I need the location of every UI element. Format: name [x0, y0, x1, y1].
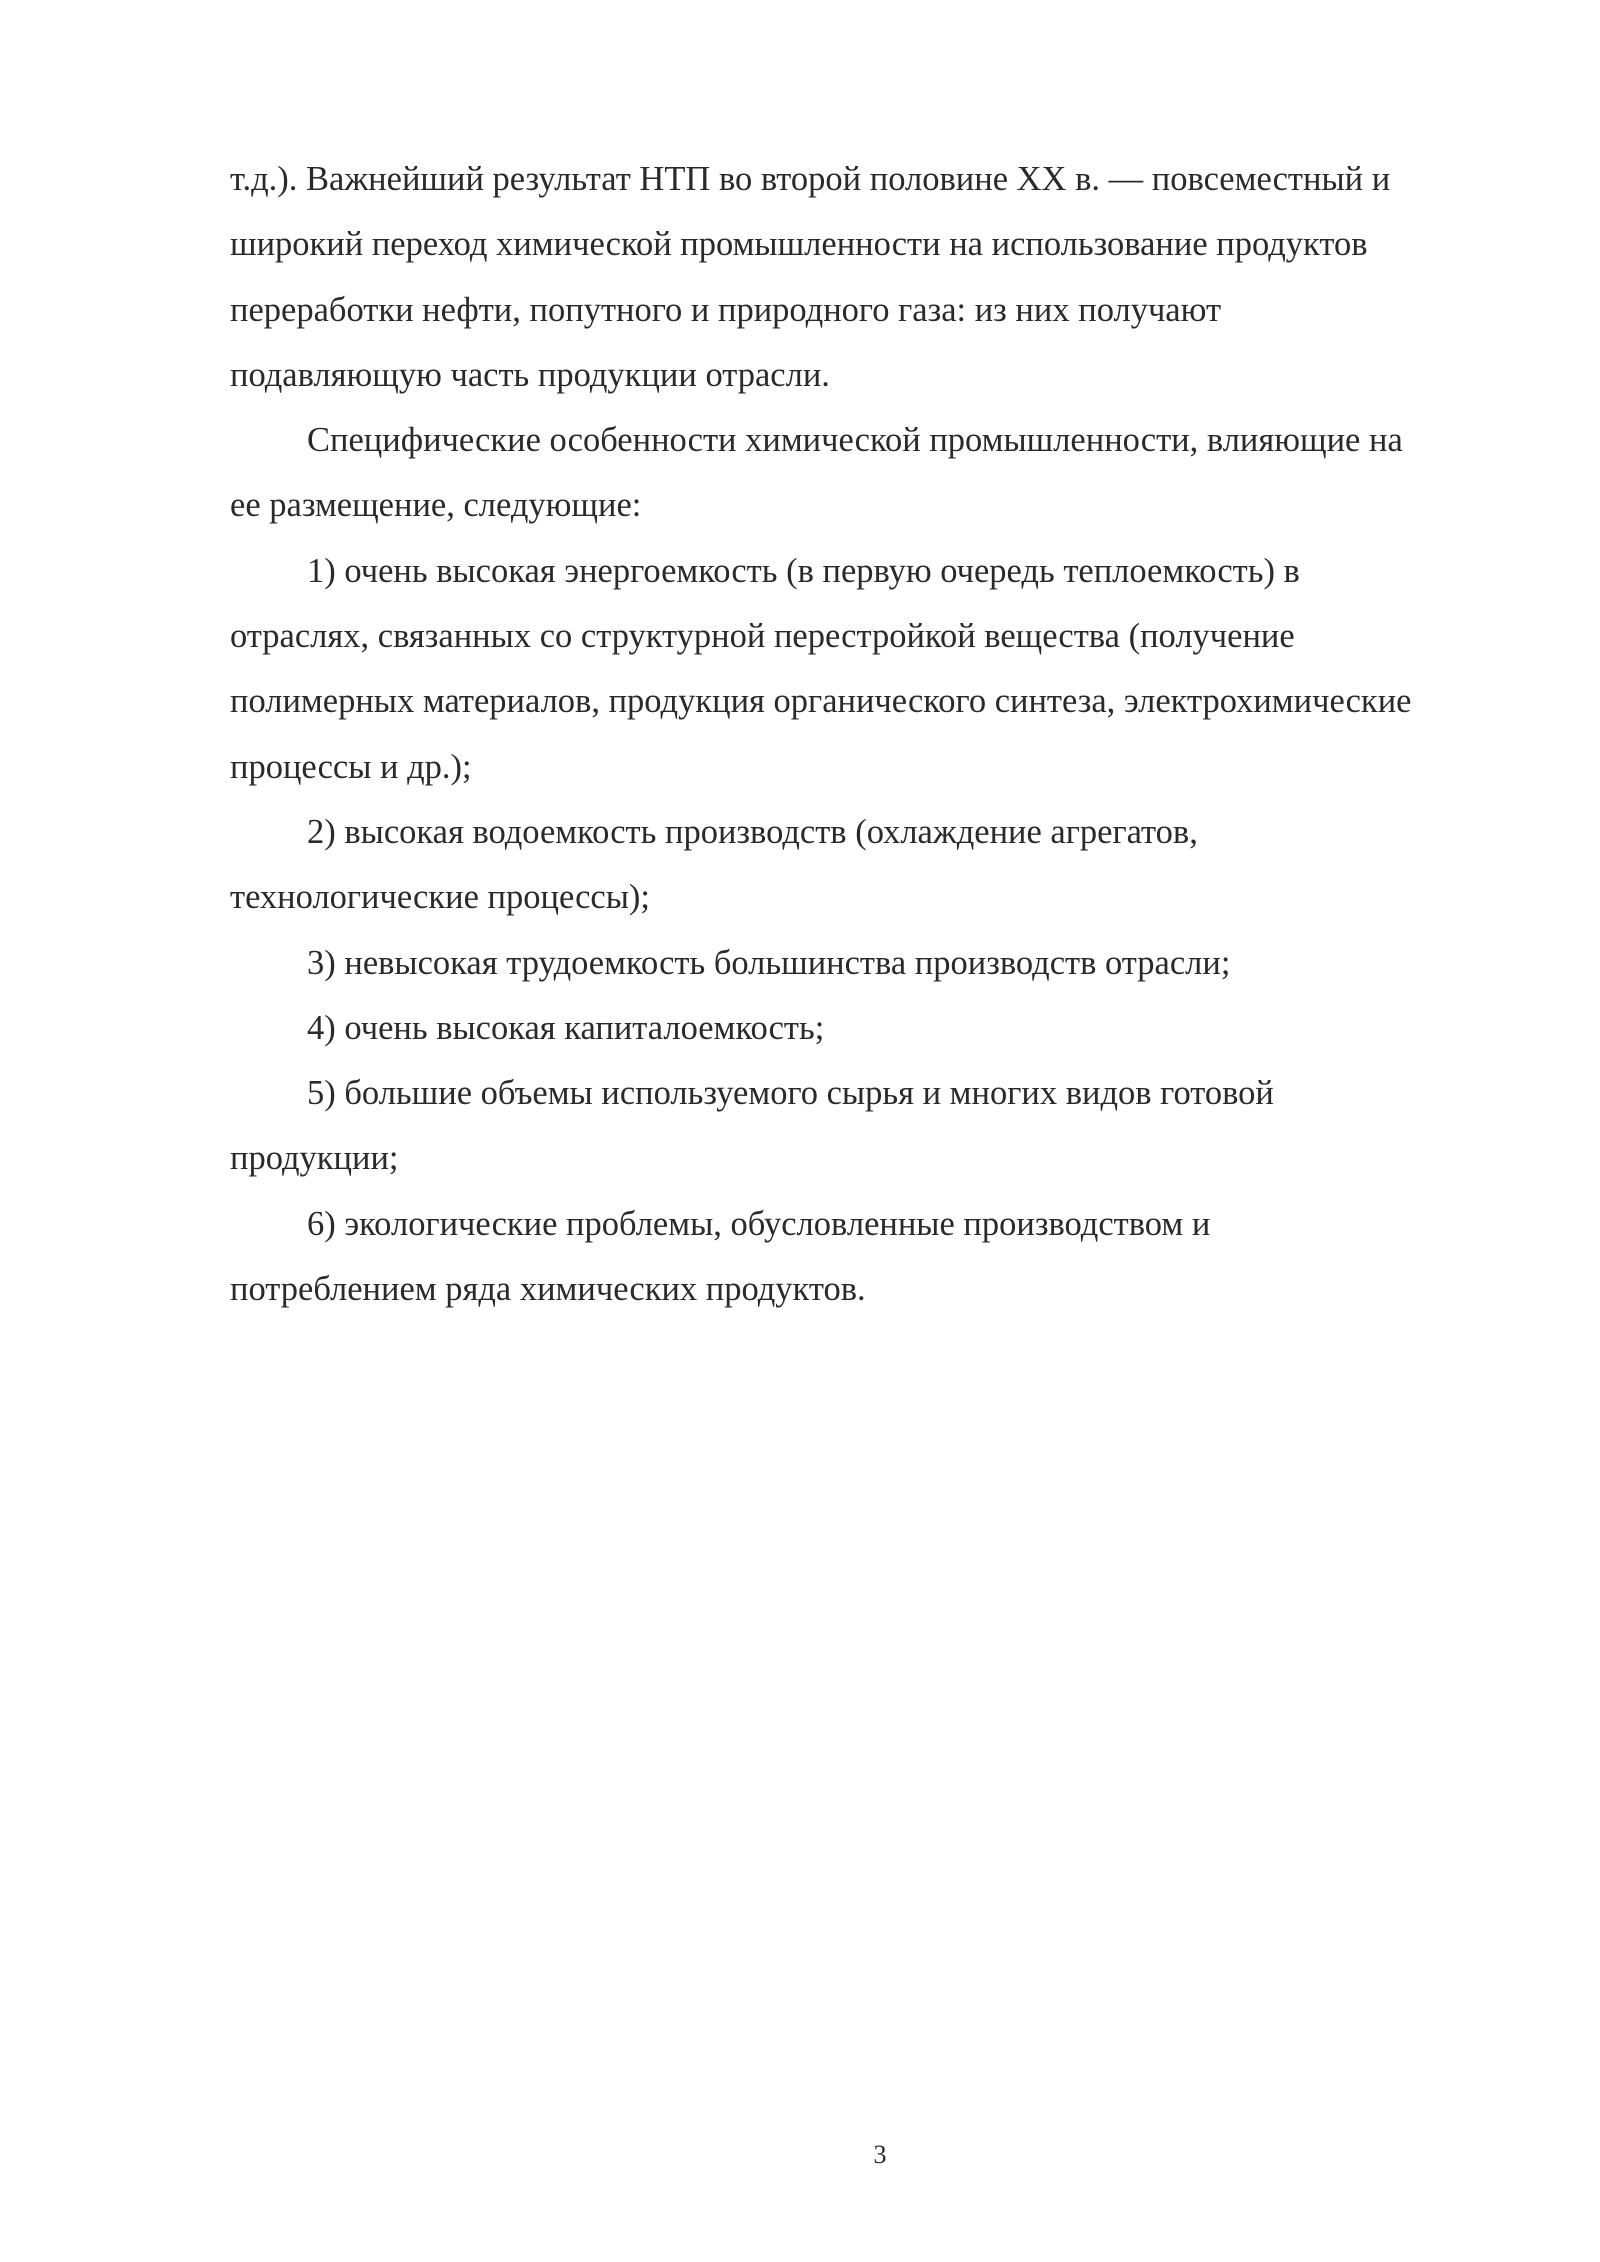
document-body [230, 147, 1540, 1322]
paragraph-first-line: Специфические особенности химической промышленности, влияющие на [307, 421, 1403, 460]
page-number: 3 [873, 2140, 887, 2169]
list-item-1: 1) очень высокая энергоемкость (в первую очередь теплоемкость) в [307, 551, 1300, 590]
list-item-2: 2) высокая водоемкость производств (охлаждение агрегатов, [307, 812, 1198, 851]
text-line: продукции; [230, 1139, 399, 1178]
list-item-6: 6) экологические проблемы, обусловленные производством и [307, 1204, 1211, 1243]
list-item-3: 3) невысокая трудоемкость большинства производств отрасли; [307, 943, 1231, 982]
text-line: отраслях, связанных со структурной перестройкой вещества (получение [230, 617, 1295, 656]
text-line: процессы и др.); [230, 747, 472, 786]
text-line: широкий переход химической промышленности на использование продуктов [230, 225, 1368, 264]
text-line: полимерных материалов, продукция органического синтеза, электрохимические [230, 682, 1412, 721]
text-line: т.д.). Важнейший результат НТП во второй половине XX в. — повсеместный и [230, 160, 1391, 198]
text-line: переработки нефти, попутного и природного газа: из них получают [230, 290, 1222, 329]
text-line: технологические процессы); [230, 878, 650, 917]
text-line: ее размещение, следующие: [230, 486, 642, 525]
list-item-4: 4) очень высокая капиталоемкость; [307, 1008, 825, 1047]
text-line: подавляющую часть продукции отрасли. [230, 355, 830, 394]
list-item-5: 5) большие объемы используемого сырья и многих видов готовой [307, 1074, 1274, 1113]
text-line: потреблением ряда химических продуктов. [230, 1270, 866, 1309]
